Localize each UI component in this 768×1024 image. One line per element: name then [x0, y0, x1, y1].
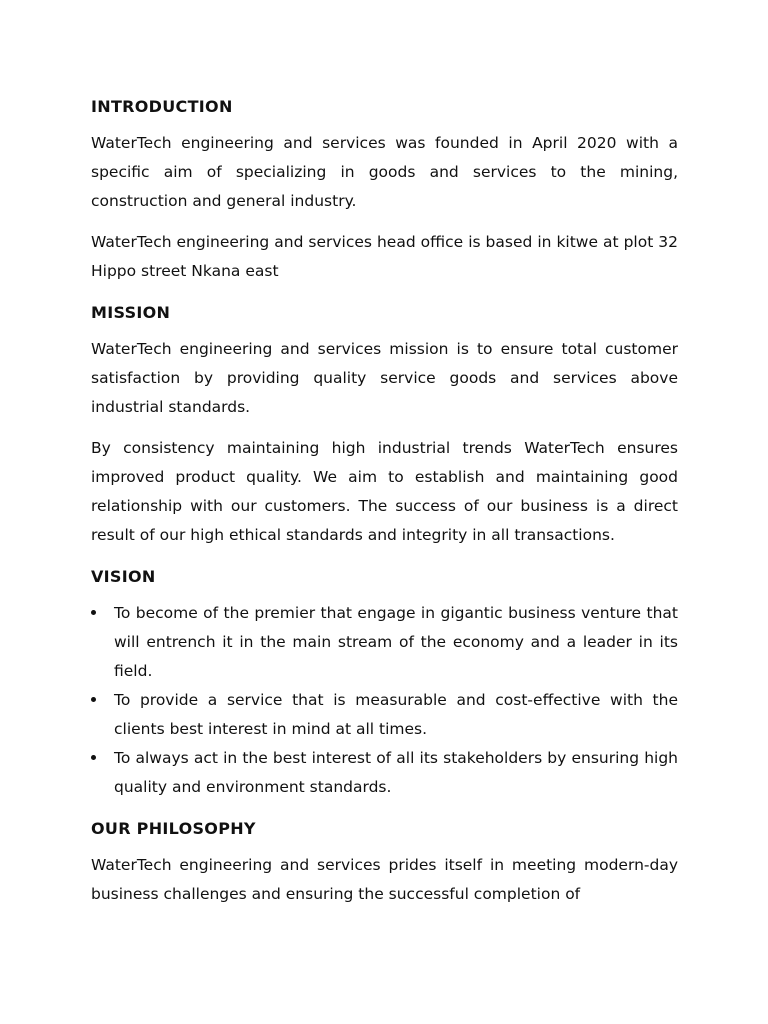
vision-bullet-list — [91, 599, 678, 802]
mission-paragraph-1: WaterTech engineering and services mission is to ensure total customer satisfaction by providing quality service goods and services above industrial standards. — [91, 340, 678, 416]
philosophy-heading: OUR PHILOSOPHY — [91, 819, 256, 838]
philosophy-paragraph-1: WaterTech engineering and services prides itself in meeting modern-day business challenges and ensuring the successful completion of — [91, 856, 678, 903]
introduction-paragraph-2: WaterTech engineering and services head office is based in kitwe at plot 32 Hippo street Nkana east — [91, 233, 678, 280]
bullet-dot-icon — [91, 744, 103, 773]
vision-bullet-item — [91, 599, 678, 686]
vision-bullet-text: To always act in the best interest of all its stakeholders by ensuring high quality and environment standards. — [114, 749, 678, 796]
bullet-dot-icon — [91, 686, 103, 715]
vision-bullet-text: To become of the premier that engage in gigantic business venture that will entrench it in the main stream of the economy and a leader in its field. — [114, 604, 678, 680]
vision-heading: VISION — [91, 567, 156, 586]
mission-paragraph-2: By consistency maintaining high industrial trends WaterTech ensures improved product quality. We aim to establish and maintaining good relationship with our customers. The success of our business is a direct result of our high ethical standards and integrity in all transactions. — [91, 439, 678, 544]
vision-bullet-item — [91, 686, 678, 744]
document-page — [91, 92, 678, 921]
introduction-heading: INTRODUCTION — [91, 97, 233, 116]
bullet-dot-icon — [91, 599, 103, 628]
mission-heading: MISSION — [91, 303, 171, 322]
vision-bullet-text: To provide a service that is measurable and cost-effective with the clients best interest in mind at all times. — [114, 691, 678, 738]
introduction-paragraph-1: WaterTech engineering and services was founded in April 2020 with a specific aim of specializing in goods and services to the mining, construction and general industry. — [91, 134, 678, 210]
vision-bullet-item — [91, 744, 678, 802]
